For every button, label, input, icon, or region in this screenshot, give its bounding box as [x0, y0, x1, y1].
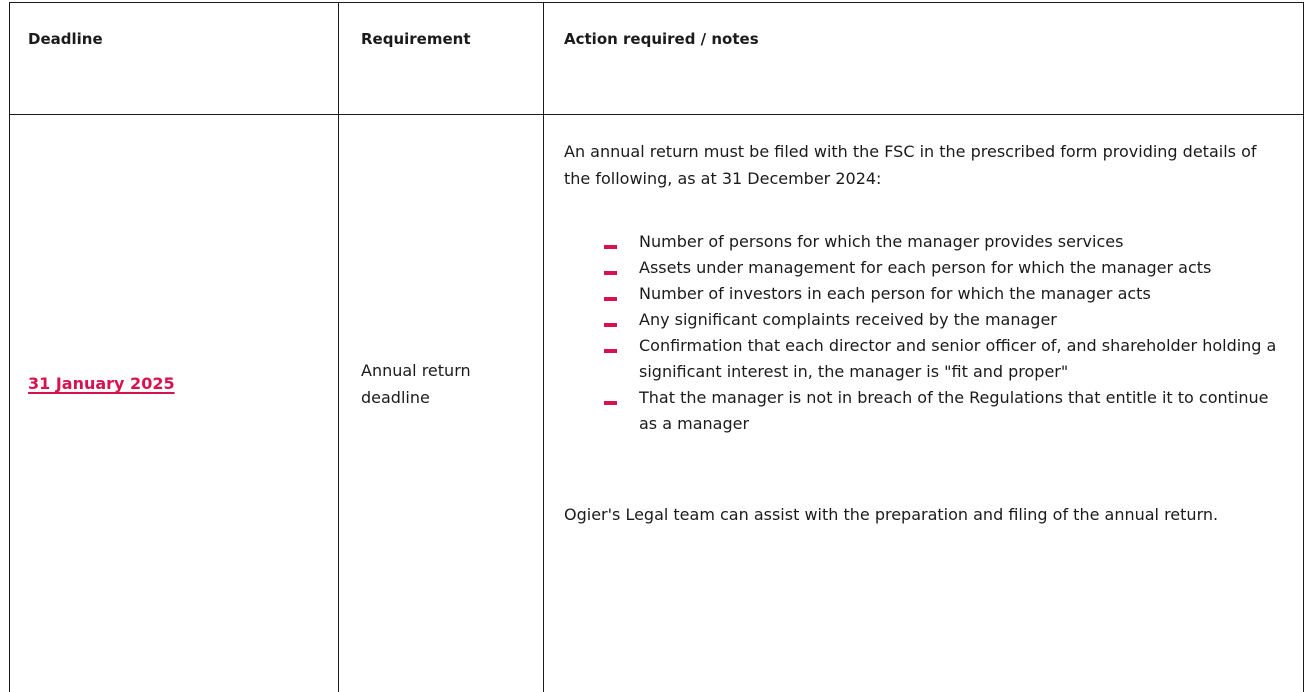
dash-bullet-icon: [604, 245, 617, 249]
dash-bullet-icon: [604, 349, 617, 353]
dash-bullet-icon: [604, 297, 617, 301]
list-item: Any significant complaints received by the manager: [604, 307, 1284, 333]
header-requirement: Requirement: [361, 30, 471, 48]
deadline-cell: [28, 374, 175, 393]
action-cell: [564, 138, 1284, 528]
header-action: Action required / notes: [564, 30, 759, 48]
list-item: Confirmation that each director and senior officer of, and shareholder holding a significant interest in, the manager is "fit and proper": [604, 333, 1284, 385]
dash-bullet-icon: [604, 401, 617, 405]
deadlines-table: [9, 2, 1304, 692]
action-note: Ogier's Legal team can assist with the preparation and filing of the annual return.: [564, 505, 1219, 524]
requirement-cell: Annual return deadline: [361, 361, 471, 407]
dash-bullet-icon: [604, 323, 617, 327]
list-item: Assets under management for each person for which the manager acts: [604, 255, 1284, 281]
dash-bullet-icon: [604, 271, 617, 275]
list-item: Number of investors in each person for which the manager acts: [604, 281, 1284, 307]
header-deadline: Deadline: [28, 30, 103, 48]
column-divider-1: [338, 3, 339, 692]
column-divider-2: [543, 3, 544, 692]
action-intro: An annual return must be filed with the FSC in the prescribed form providing details of the following, as at 31 December 2024:: [564, 142, 1257, 188]
list-item: That the manager is not in breach of the Regulations that entitle it to continue as a manager: [604, 385, 1284, 437]
requirements-list: [604, 229, 1284, 437]
header-divider: [10, 114, 1303, 115]
list-item: Number of persons for which the manager provides services: [604, 229, 1284, 255]
deadline-link[interactable]: 31 January 2025: [28, 374, 175, 393]
